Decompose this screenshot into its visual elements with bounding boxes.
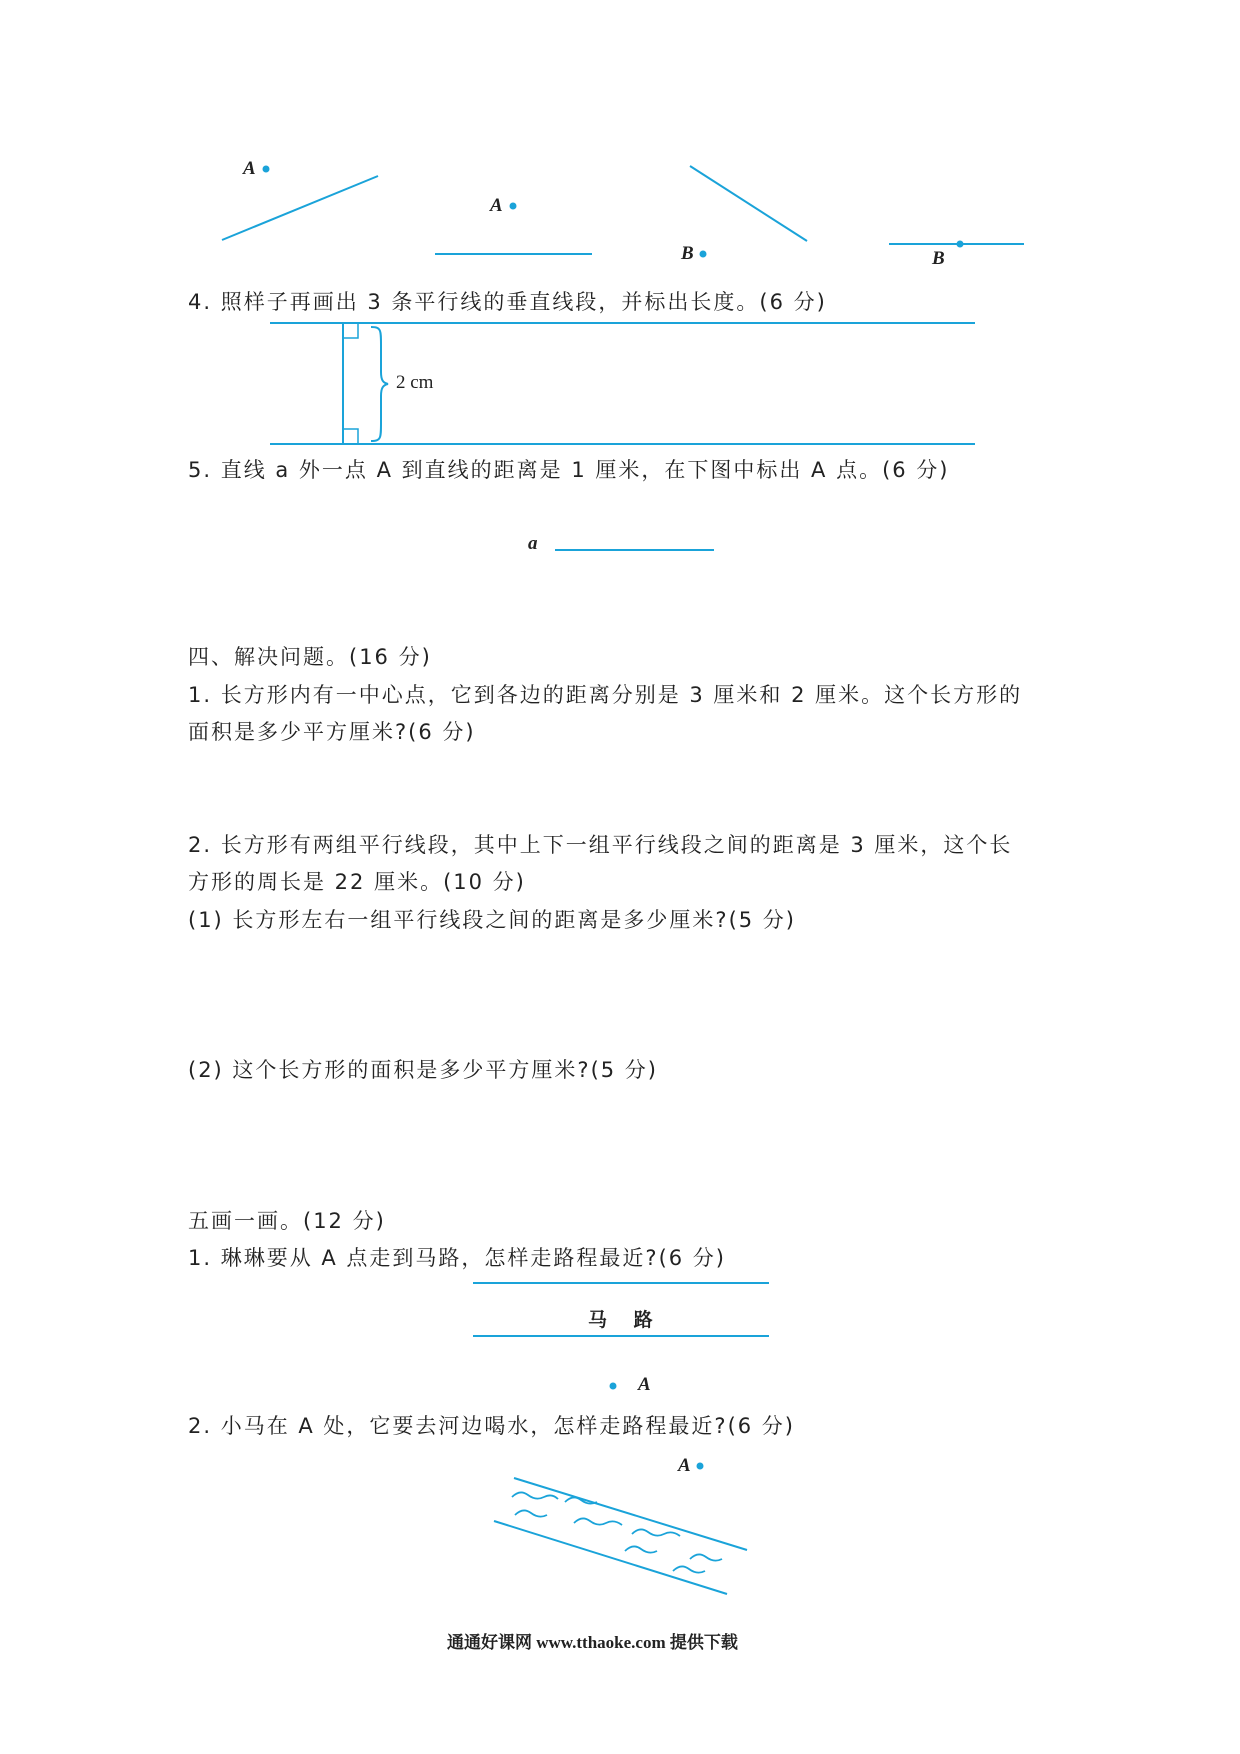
section-4-title: 四、解决问题。(16 分)	[188, 645, 432, 669]
point-a-road: A	[638, 1374, 651, 1395]
section-4-q1-line1: 1. 长方形内有一中心点，它到各边的距离分别是 3 厘米和 2 厘米。这个长方形的	[188, 683, 1023, 707]
section-4-q2-sub2: (2) 这个长方形的面积是多少平方厘米?(5 分)	[188, 1058, 658, 1082]
section-4-q2-sub1: (1) 长方形左右一组平行线段之间的距离是多少厘米?(5 分)	[188, 908, 796, 932]
section-5-q1: 1. 琳琳要从 A 点走到马路，怎样走路程最近?(6 分)	[188, 1246, 726, 1270]
line-a-label: a	[528, 533, 538, 554]
question-3-4: 4. 照样子再画出 3 条平行线的垂直线段，并标出长度。(6 分)	[188, 290, 827, 314]
road-label: 马 路	[588, 1309, 663, 1331]
section-4-q2-line2: 方形的周长是 22 厘米。(10 分)	[188, 870, 526, 894]
question-3-5: 5. 直线 a 外一点 A 到直线的距离是 1 厘米，在下图中标出 A 点。(6 分)	[188, 458, 950, 482]
point-a-river-label: A	[678, 1455, 691, 1476]
label-a-2: A	[490, 195, 503, 216]
measure-label: 2 cm	[396, 372, 434, 393]
section-5-q2: 2. 小马在 A 处，它要去河边喝水，怎样走路程最近?(6 分)	[188, 1414, 795, 1438]
label-b-1: B	[681, 243, 694, 264]
section-4-q2-line1: 2. 长方形有两组平行线段，其中上下一组平行线段之间的距离是 3 厘米，这个长	[188, 833, 1013, 857]
label-b-2: B	[932, 248, 945, 269]
label-a-1: A	[243, 158, 256, 179]
footer-source: 通通好课网 www.tthaoke.com 提供下载	[447, 1633, 738, 1652]
section-4-q1-line2: 面积是多少平方厘米?(6 分)	[188, 720, 476, 744]
section-5-title: 五画一画。(12 分)	[188, 1209, 386, 1233]
